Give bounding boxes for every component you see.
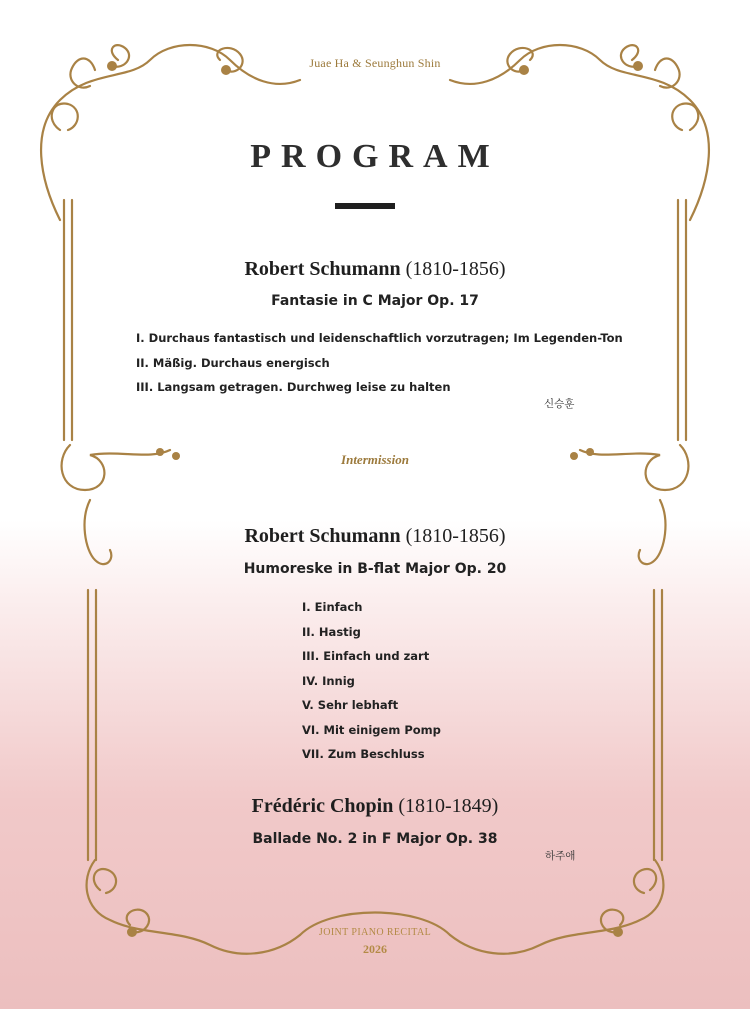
- movement-item: I. Durchaus fantastisch und leidenschaftlich vorzutragen; Im Legenden-Ton: [136, 331, 623, 345]
- composer-heading-3: [0, 795, 750, 818]
- composer-years: (1810-1856): [405, 525, 506, 547]
- movement-item: VII. Zum Beschluss: [302, 747, 425, 761]
- movement-item: II. Hastig: [302, 625, 361, 639]
- footer-event-name: JOINT PIANO RECITAL: [318, 927, 432, 938]
- movement-item: VI. Mit einigem Pomp: [302, 723, 441, 737]
- movement-item: V. Sehr lebhaft: [302, 698, 399, 712]
- work-title-3: Ballade No. 2 in F Major Op. 38: [252, 831, 498, 847]
- movement-item: II. Mäßig. Durchaus energisch: [136, 356, 330, 370]
- work-title-2: Humoreske in B-flat Major Op. 20: [243, 561, 507, 577]
- composer-heading-1: [0, 258, 750, 281]
- title-divider: [335, 203, 395, 209]
- composer-name: Robert Schumann: [244, 525, 401, 547]
- footer-year: 2026: [363, 942, 387, 956]
- page-title: PROGRAM: [250, 138, 500, 175]
- movement-item: I. Einfach: [302, 600, 363, 614]
- movement-item: III. Einfach und zart: [302, 649, 430, 663]
- composer-name: Frédéric Chopin: [251, 795, 394, 817]
- performer-name-1: 신승훈: [544, 398, 575, 410]
- performer-name-3: 하주애: [545, 850, 576, 862]
- composer-years: (1810-1849): [398, 795, 499, 817]
- movement-item: IV. Innig: [302, 674, 355, 688]
- composer-heading-2: [0, 525, 750, 548]
- intermission-label: Intermission: [341, 452, 409, 467]
- performers-names: Juae Ha & Seunghun Shin: [309, 56, 441, 70]
- composer-years: (1810-1856): [405, 258, 506, 280]
- work-title-1: Fantasie in C Major Op. 17: [271, 293, 479, 309]
- movement-item: III. Langsam getragen. Durchweg leise zu halten: [136, 380, 451, 394]
- composer-name: Robert Schumann: [244, 258, 401, 280]
